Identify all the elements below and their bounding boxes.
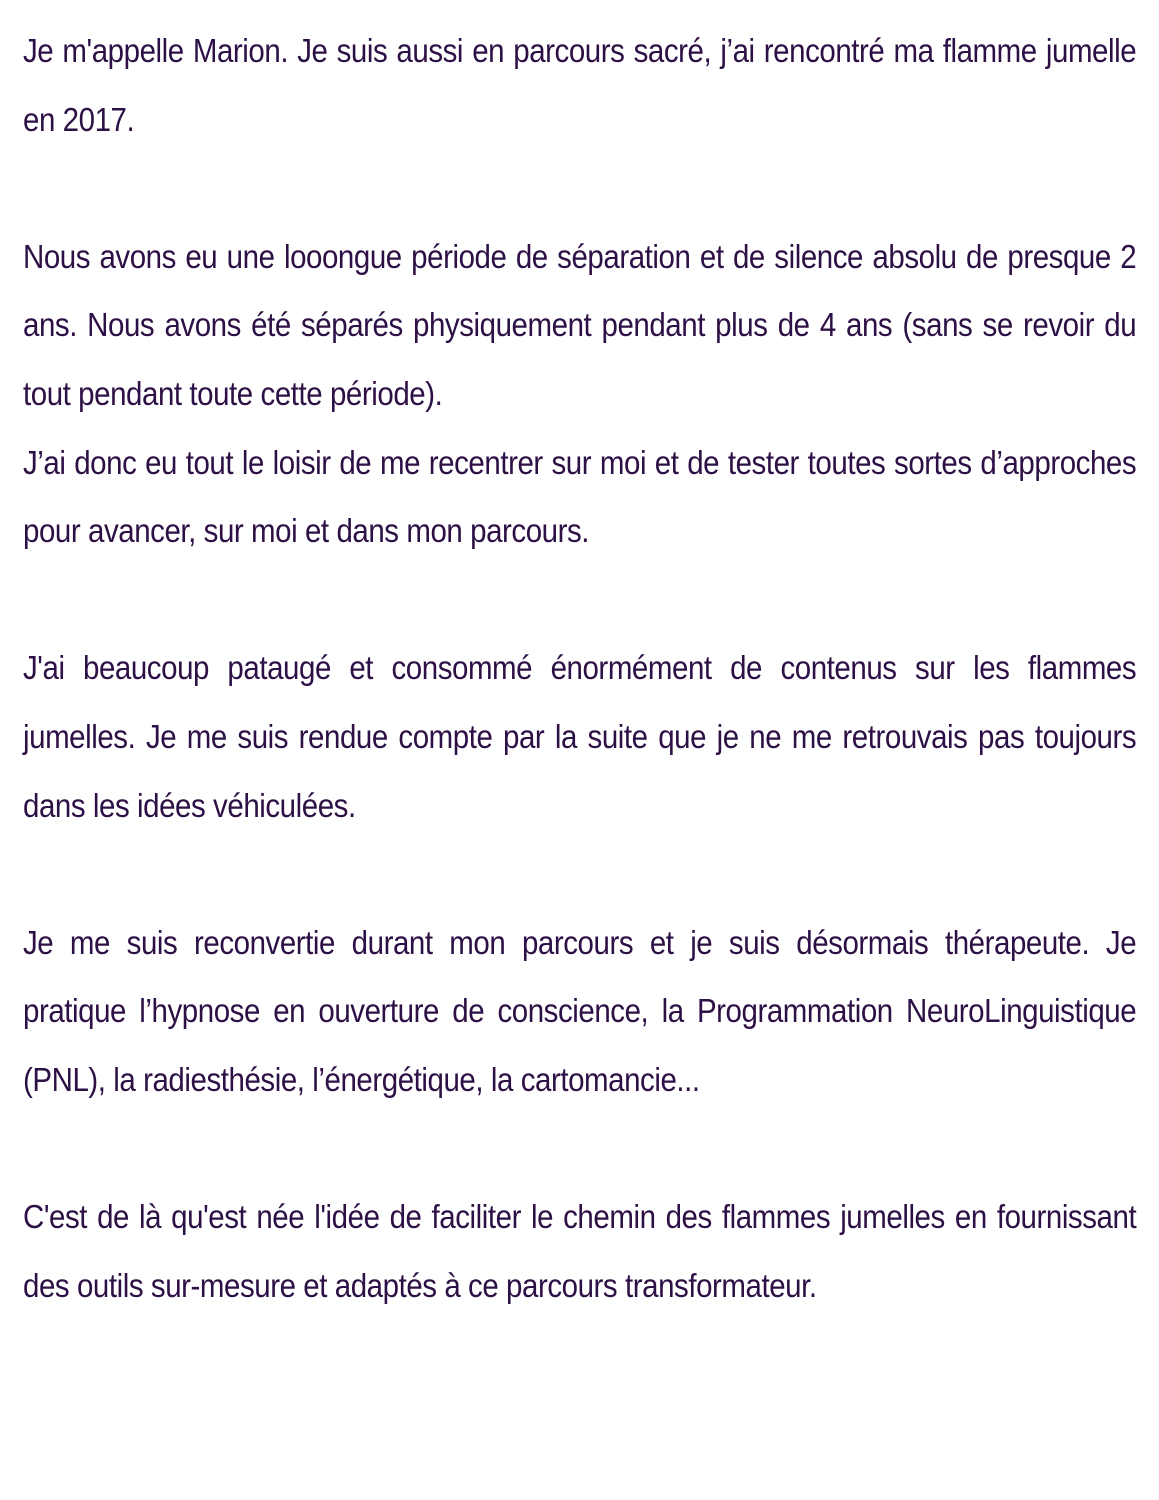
paragraph-gap [23,1116,1136,1185]
paragraph-gap [23,567,1136,636]
paragraph-gap [23,155,1136,224]
document-body [23,18,1136,1321]
paragraph-reconversion: Je me suis reconvertie durant mon parcours et je suis désormais thérapeute. Je pratique l’hypnose en ouverture de conscience, la Programmation NeuroLinguistique (PNL), la radiesthésie, l’énergétique, la cartomancie... [23,924,1137,1099]
paragraph-origin-idea: C'est de là qu'est née l'idée de faciliter le chemin des flammes jumelles en fournissant des outils sur-mesure et adaptés à ce parcours transformateur. [23,1199,1137,1305]
paragraph-intro: Je m'appelle Marion. Je suis aussi en parcours sacré, j’ai rencontré ma flamme jumelle en 2017. [23,33,1137,139]
paragraph-content-consumption: J'ai beaucoup pataugé et consommé énormément de contenus sur les flammes jumelles. Je me suis rendue compte par la suite que je ne me retrouvais pas toujours dans les idées véhiculées. [23,650,1137,825]
paragraph-gap [23,841,1136,910]
paragraph-recentering: J’ai donc eu tout le loisir de me recentrer sur moi et de tester toutes sortes d’approches pour avancer, sur moi et dans mon parcours. [23,444,1137,551]
paragraph-separation: Nous avons eu une looongue période de séparation et de silence absolu de presque 2 ans. Nous avons été séparés physiquement pendant plus de 4 ans (sans se revoir du tout pendant toute cette période). [23,238,1137,413]
